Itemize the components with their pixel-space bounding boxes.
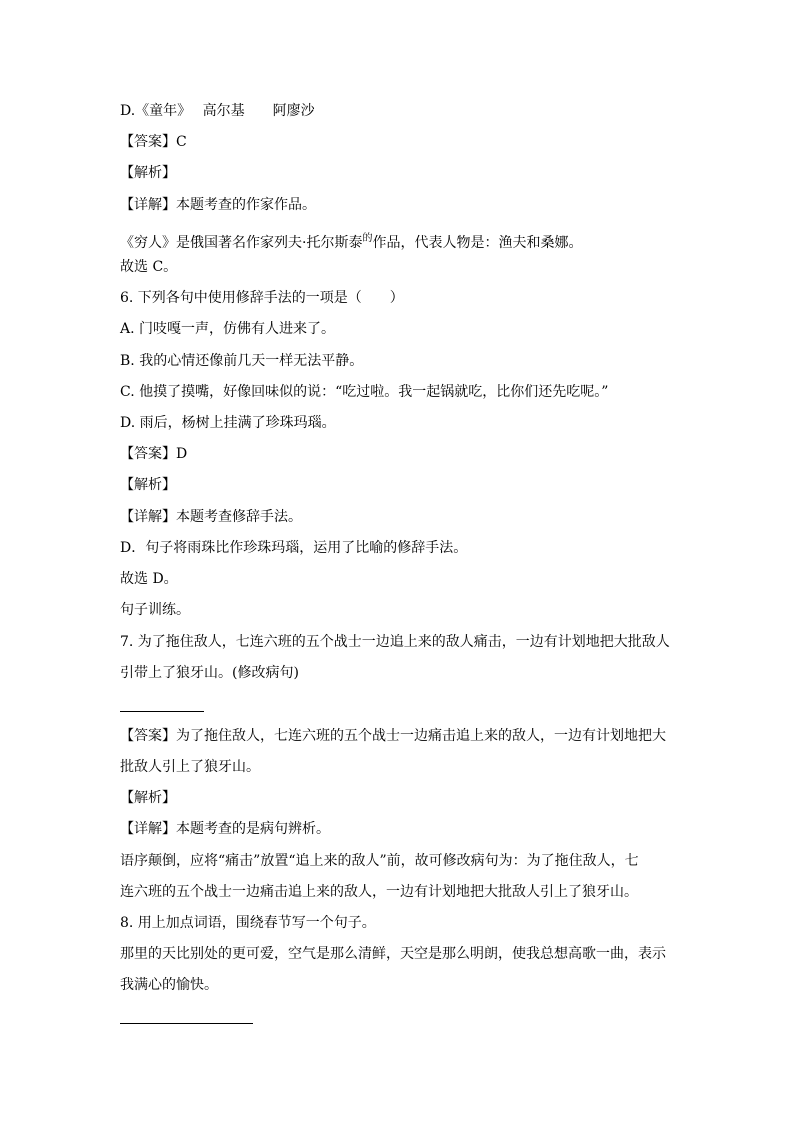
q7-stem-line-1: 7. 为了拖住敌人，七连六班的五个战士一边追上来的敌人痛击，一边有计划地把大批敌人 (120, 634, 670, 650)
q6-detail: 【详解】本题考查修辞手法。 (120, 509, 302, 525)
q8-text-line-1: 那里的天比别处的更可爱，空气是那么清鲜，天空是那么明朗，使我总想高歌一曲，表示 (120, 946, 666, 962)
q8-text-line-2: 我满心的愉快。 (120, 977, 218, 993)
q7-answer-line-2: 批敌人引上了狼牙山。 (120, 759, 260, 775)
q5-explanation (120, 229, 680, 253)
q5-detail: 【详解】本题考查的作家作品。 (120, 197, 316, 213)
q6-answer: 【答案】D (120, 446, 188, 462)
q7-detail: 【详解】本题考查的是病句辨析。 (120, 821, 330, 837)
q7-analysis-heading: 【解析】 (120, 790, 176, 806)
q7-answer-line-1: 【答案】为了拖住敌人，七连六班的五个战士一边痛击追上来的敌人，一边有计划地把大 (120, 728, 666, 744)
q8-stem: 8. 用上加点词语，围绕春节写一个句子。 (120, 915, 376, 931)
section-title: 句子训练。 (120, 602, 190, 618)
q7-explanation-line-2: 连六班的五个战士一边痛击追上来的敌人，一边有计划地把大批敌人引上了狼牙山。 (120, 884, 638, 900)
q8-answer-blank-line (120, 1023, 253, 1024)
q5-explanation-part-a: 《穷人》是俄国著名作家列夫·托尔斯泰 (120, 235, 363, 251)
q7-explanation-line-1: 语序颠倒，应将“痛击”放置“追上来的敌人”前，故可修改病句为：为了拖住敌人，七 (120, 853, 639, 869)
q6-option-d: D. 雨后，杨树上挂满了珍珠玛瑙。 (120, 415, 336, 431)
q6-analysis-heading: 【解析】 (120, 477, 176, 493)
q5-conclusion: 故选 C。 (120, 259, 178, 275)
q5-explanation-superscript: 的 (362, 233, 373, 244)
q6-option-a: A. 门吱嘎一声，仿佛有人进来了。 (120, 321, 336, 337)
q6-conclusion: 故选 D。 (120, 571, 178, 587)
q5-option-d: D.《童年》 高尔基 阿廖沙 (120, 103, 315, 119)
q6-stem: 6. 下列各句中使用修辞手法的一项是（ ） (120, 290, 404, 306)
q6-option-b: B. 我的心情还像前几天一样无法平静。 (120, 353, 364, 369)
q5-answer: 【答案】C (120, 134, 187, 150)
q5-analysis-heading: 【解析】 (120, 165, 176, 181)
q6-explanation: D．句子将雨珠比作珍珠玛瑙，运用了比喻的修辞手法。 (120, 540, 468, 556)
q7-answer-blank-line (120, 711, 204, 712)
q7-stem-line-2: 引带上了狼牙山。(修改病句) (120, 665, 299, 681)
q5-explanation-part-b: 作品，代表人物是：渔夫和桑娜。 (372, 235, 583, 251)
q6-option-c: C. 他摸了摸嘴，好像回味似的说：“吃过啦。我一起锅就吃，比你们还先吃呢。” (120, 384, 609, 400)
